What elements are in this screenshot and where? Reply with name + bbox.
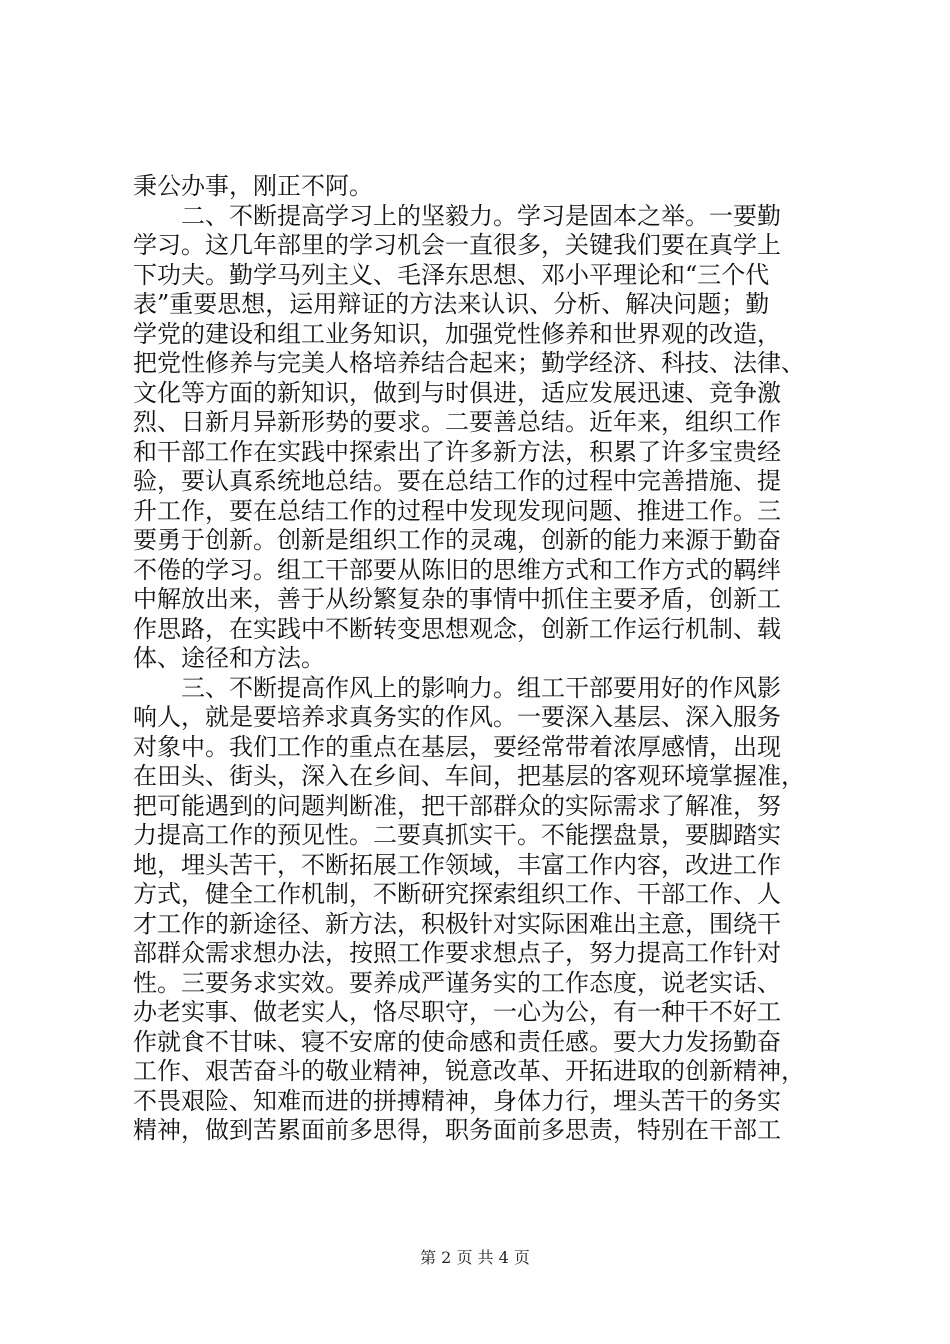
text-line: 下功夫。勤学马列主义、毛泽东思想、邓小平理论和“三个代 xyxy=(133,260,770,289)
text-line: 方式，健全工作机制，不断研究探索组织工作、干部工作、人 xyxy=(133,880,781,908)
text-line: 对象中。我们工作的重点在基层，要经常带着浓厚感情，出现 xyxy=(133,732,781,761)
text-line: 响人，就是要培养求真务实的作风。一要深入基层、深入服务 xyxy=(133,703,781,731)
text-line: 烈、日新月异新形势的要求。二要善总结。近年来，组织工作 xyxy=(133,408,781,436)
text-line: 把可能遇到的问题判断准，把干部群众的实际需求了解准，努 xyxy=(133,791,781,820)
text-line: 要勇于创新。创新是组织工作的灵魂，创新的能力来源于勤奋 xyxy=(133,526,781,554)
body-text xyxy=(133,172,833,1146)
text-line: 精神，做到苦累面前多思得，职务面前多思责，特别在干部工 xyxy=(133,1116,781,1144)
text-line: 工作、艰苦奋斗的敬业精神，锐意改革、开拓进取的创新精神， xyxy=(133,1057,805,1085)
text-line: 作就食不甘味、寝不安席的使命感和责任感。要大力发扬勤奋 xyxy=(133,1027,781,1056)
text-line: 验，要认真系统地总结。要在总结工作的过程中完善措施、提 xyxy=(133,467,781,495)
text-line: 不倦的学习。组工干部要从陈旧的思维方式和工作方式的羁绊 xyxy=(133,555,781,584)
text-line: 地，埋头苦干，不断拓展工作领域，丰富工作内容，改进工作 xyxy=(133,850,781,879)
text-line: 力提高工作的预见性。二要真抓实干。不能摆盘景，要脚踏实 xyxy=(133,821,781,849)
text-line: 体、途径和方法。 xyxy=(133,644,325,672)
text-line: 文化等方面的新知识，做到与时俱进，适应发展迅速、竞争激 xyxy=(133,378,781,407)
text-line: 中解放出来，善于从纷繁复杂的事情中抓住主要矛盾，创新工 xyxy=(133,585,781,613)
text-line: 才工作的新途径、新方法，积极针对实际困难出主意，围绕干 xyxy=(133,909,781,938)
text-line: 和干部工作在实践中探索出了许多新方法，积累了许多宝贵经 xyxy=(133,437,781,466)
text-line: 办老实事、做老实人，恪尽职守，一心为公，有一种干不好工 xyxy=(133,998,781,1026)
text-line: 秉公办事，刚正不阿。 xyxy=(133,172,373,200)
text-line: 作思路，在实践中不断转变思想观念，创新工作运行机制、载 xyxy=(133,614,781,643)
page-footer: 第 2 页 共 4 页 xyxy=(420,1248,530,1267)
text-line: 学党的建设和组工业务知识，加强党性修养和世界观的改造， xyxy=(133,319,781,348)
text-line: 三、不断提高作风上的影响力。组工干部要用好的作风影 xyxy=(133,673,781,702)
text-line: 不畏艰险、知难而进的拼搏精神，身体力行，埋头苦干的务实 xyxy=(133,1086,781,1115)
text-line: 学习。这几年部里的学习机会一直很多，关键我们要在真学上 xyxy=(133,231,781,259)
text-line: 部群众需求想办法，按照工作要求想点子，努力提高工作针对 xyxy=(133,939,781,967)
text-line: 二、不断提高学习上的坚毅力。学习是固本之举。一要勤 xyxy=(133,201,781,230)
text-line: 表”重要思想，运用辩证的方法来认识、分析、解决问题；勤 xyxy=(133,290,770,318)
text-line: 性。三要务求实效。要养成严谨务实的工作态度，说老实话、 xyxy=(133,968,781,997)
text-line: 把党性修养与完美人格培养结合起来；勤学经济、科技、法律、 xyxy=(133,349,805,377)
text-line: 在田头、街头，深入在乡间、车间，把基层的客观环境掌握准， xyxy=(133,762,805,790)
text-line: 升工作，要在总结工作的过程中发现发现问题、推进工作。三 xyxy=(133,496,781,525)
